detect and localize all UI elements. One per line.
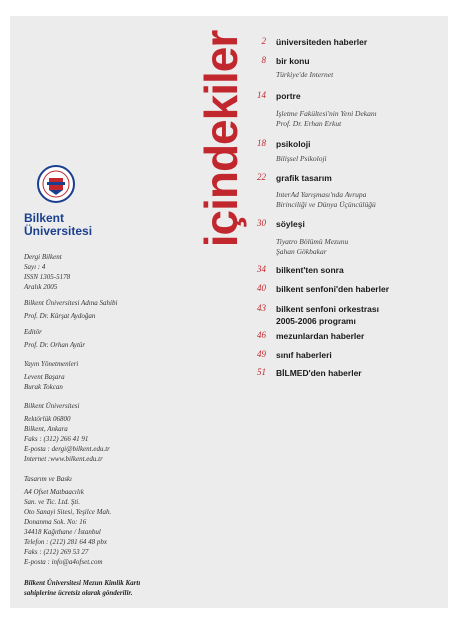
toc-title[interactable]: sınıf haberleri (276, 350, 332, 360)
print-heading: Tasarım ve Baskı (24, 475, 72, 483)
print-line: E-posta : info@a4ofset.com (24, 558, 103, 566)
address-heading: Bilkent Üniversitesi (24, 402, 80, 410)
page-title: içindekiler (195, 30, 247, 248)
editor-info (24, 327, 174, 350)
toc-page-number: 46 (257, 330, 266, 340)
address-line: Internet :www.bilkent.edu.tr (24, 455, 103, 463)
footer-note (24, 578, 174, 598)
managers-heading: Yayın Yönetmenleri (24, 360, 79, 368)
owner-info (24, 298, 174, 321)
manager-name: Levent Başara (24, 373, 65, 381)
toc-title[interactable]: üniversiteden haberler (276, 37, 368, 47)
print-line: A4 Ofset Matbaacılık (24, 488, 84, 496)
footer-line: sahiplerine ücretsiz olarak gönderilir. (24, 589, 133, 597)
owner-heading: Bilkent Üniversitesi Adına Sahibi (24, 299, 118, 307)
toc-title[interactable]: portre (276, 91, 301, 101)
address-line: E-posta : dergi@bilkent.edu.tr (24, 445, 110, 453)
toc-page-number: 34 (257, 264, 266, 274)
toc-page-number: 51 (257, 367, 266, 377)
toc-title[interactable]: BİLMED'den haberler (276, 368, 362, 378)
address-line: Bilkent, Ankara (24, 425, 68, 433)
print-line: Faks : (212) 269 53 27 (24, 548, 89, 556)
issue-line: Dergi Bilkent (24, 253, 62, 261)
toc-page-number: 8 (261, 55, 266, 65)
issue-line: Sayı : 4 (24, 263, 46, 271)
issue-line: Aralık 2005 (24, 283, 58, 291)
issue-info (24, 252, 174, 292)
issue-line: ISSN 1305-5178 (24, 273, 71, 281)
toc-page-number: 43 (257, 303, 266, 313)
toc-page-number: 18 (257, 138, 266, 148)
toc-subtitle: İşletme Fakültesi'nin Yeni Dekanı (276, 109, 377, 118)
toc-subtitle: Birinciliği ve Dünya Üçüncülüğü (276, 200, 376, 209)
print-line: Telefon : (212) 281 64 48 pbx (24, 538, 107, 546)
brand-name (24, 212, 92, 238)
toc-title[interactable]: bir konu (276, 56, 310, 66)
toc-subtitle: Bilişsel Psikoloji (276, 154, 327, 163)
address-line: Rektörlük 06800 (24, 415, 71, 423)
print-line: Oto Sanayi Sitesi, Yeşilce Mah. (24, 508, 112, 516)
toc-subtitle: InterAd Yarışması'nda Avrupa (276, 190, 367, 199)
toc-page-number: 14 (257, 90, 266, 100)
toc-subtitle: Şahan Gökbakar (276, 247, 327, 256)
brand-line-2: Üniversitesi (24, 224, 93, 238)
print-line: 34418 Kağıthane / İstanbul (24, 528, 101, 536)
toc-page-number: 40 (257, 283, 266, 293)
toc-title[interactable]: söyleşi (276, 219, 305, 229)
toc-title-line-2[interactable]: 2005-2006 programı (276, 316, 356, 326)
toc-page-number: 49 (257, 349, 266, 359)
bilkent-logo-icon (36, 164, 76, 204)
owner-name: Prof. Dr. Kürşat Aydoğan (24, 312, 96, 320)
address-line: Faks : (312) 266 41 91 (24, 435, 89, 443)
toc-title[interactable]: mezunlardan haberler (276, 331, 365, 341)
toc-page-number: 30 (257, 218, 266, 228)
toc-page-number: 22 (257, 172, 266, 182)
print-line: Donanma Sok. No: 16 (24, 518, 87, 526)
title-container (195, 30, 247, 248)
print-info (24, 474, 174, 567)
toc-subtitle: Prof. Dr. Erhan Erkut (276, 119, 342, 128)
toc-title[interactable]: bilkent'ten sonra (276, 265, 344, 275)
toc-title[interactable]: psikoloji (276, 139, 311, 149)
address-info (24, 401, 174, 464)
manager-name: Burak Tokcan (24, 383, 63, 391)
toc-page-number: 2 (261, 36, 266, 46)
toc-title[interactable]: grafik tasarım (276, 173, 332, 183)
toc-title[interactable]: bilkent senfoni'den haberler (276, 284, 390, 294)
toc-title[interactable]: bilkent senfoni orkestrası (276, 304, 379, 314)
footer-line: Bilkent Üniversitesi Mezun Kimlik Kartı (24, 579, 141, 587)
managers-info (24, 359, 174, 392)
toc-subtitle: Türkiye'de Internet (276, 70, 334, 79)
toc-subtitle: Tiyatro Bölümü Mezunu (276, 237, 349, 246)
print-line: San. ve Tic. Ltd. Şti. (24, 498, 80, 506)
editor-name: Prof. Dr. Orhan Aytür (24, 341, 86, 349)
brand-line-1: Bilkent (24, 211, 65, 225)
editor-heading: Editör (24, 328, 42, 336)
